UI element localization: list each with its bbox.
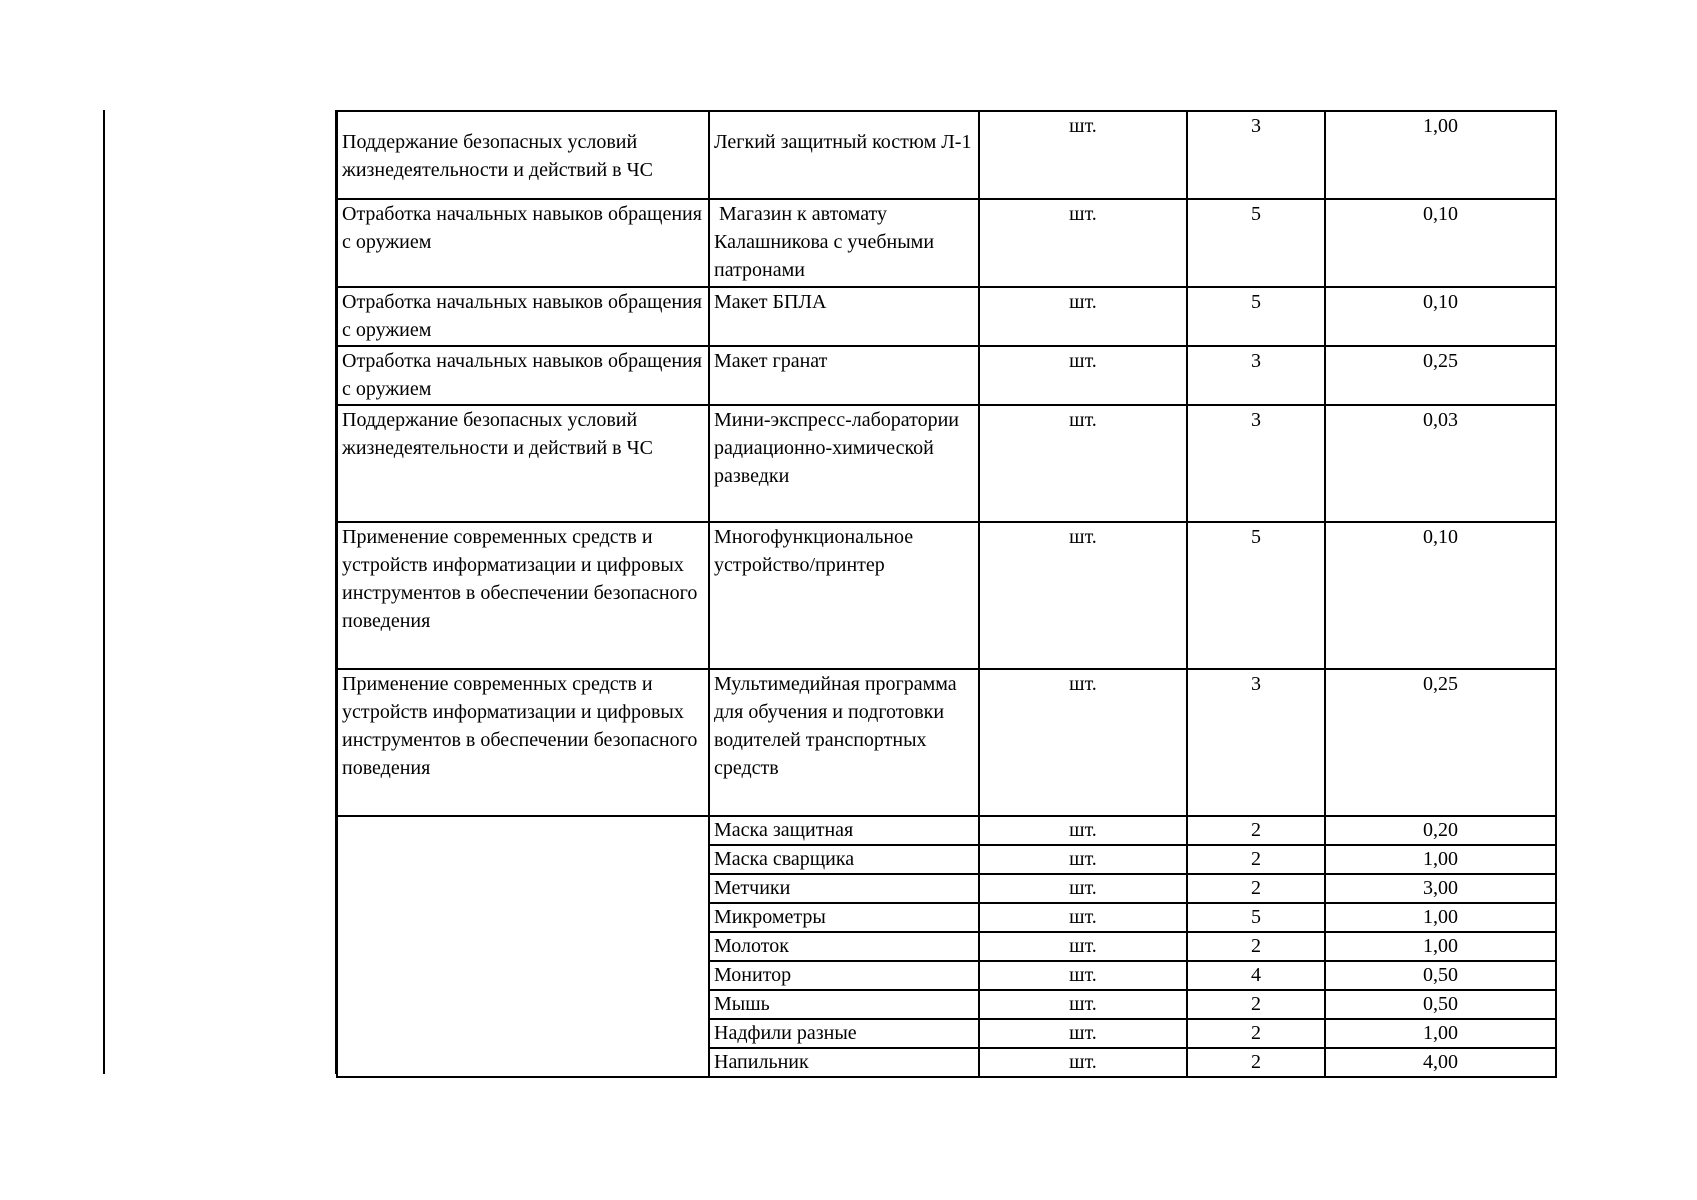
unit-cell: шт. xyxy=(979,874,1187,903)
item-name-cell: Мышь xyxy=(709,990,979,1019)
quantity-cell: 5 xyxy=(1187,522,1325,669)
service-life-cell: 0,20 xyxy=(1325,816,1556,845)
quantity-cell: 3 xyxy=(1187,405,1325,522)
unit-cell: шт. xyxy=(979,845,1187,874)
quantity-cell: 2 xyxy=(1187,1019,1325,1048)
direction-cell: Применение современных средств и устройств информатизации и цифровых инструментов в обеспечении безопасного поведения xyxy=(337,522,709,669)
direction-cell: Отработка начальных навыков обращения с оружием xyxy=(337,287,709,346)
unit-cell: шт. xyxy=(979,961,1187,990)
table-row xyxy=(337,405,1556,522)
unit-cell: шт. xyxy=(979,816,1187,845)
equipment-table xyxy=(336,110,1557,1078)
item-name-cell: Молоток xyxy=(709,932,979,961)
quantity-cell: 2 xyxy=(1187,932,1325,961)
item-name-cell: Многофункциональное устройство/принтер xyxy=(709,522,979,669)
item-name-cell: Мультимедийная программа для обучения и подготовки водителей транспортных средств xyxy=(709,669,979,816)
item-name-cell: Легкий защитный костюм Л-1 xyxy=(709,111,979,199)
direction-cell: Отработка начальных навыков обращения с оружием xyxy=(337,199,709,287)
quantity-cell: 2 xyxy=(1187,874,1325,903)
page-left-rule xyxy=(103,110,105,1074)
service-life-cell: 3,00 xyxy=(1325,874,1556,903)
item-name-cell: Надфили разные xyxy=(709,1019,979,1048)
table-row xyxy=(337,199,1556,287)
service-life-cell: 1,00 xyxy=(1325,932,1556,961)
unit-cell: шт. xyxy=(979,1019,1187,1048)
quantity-cell: 2 xyxy=(1187,816,1325,845)
item-name-cell: Напильник xyxy=(709,1048,979,1077)
quantity-cell: 3 xyxy=(1187,111,1325,199)
service-life-cell: 0,10 xyxy=(1325,287,1556,346)
unit-cell: шт. xyxy=(979,932,1187,961)
unit-cell: шт. xyxy=(979,287,1187,346)
item-name-cell: Макет гранат xyxy=(709,346,979,405)
table-row xyxy=(337,522,1556,669)
quantity-cell: 5 xyxy=(1187,903,1325,932)
direction-cell: Применение современных средств и устройств информатизации и цифровых инструментов в обеспечении безопасного поведения xyxy=(337,669,709,816)
service-life-cell: 1,00 xyxy=(1325,111,1556,199)
service-life-cell: 0,25 xyxy=(1325,346,1556,405)
service-life-cell: 1,00 xyxy=(1325,1019,1556,1048)
unit-cell: шт. xyxy=(979,1048,1187,1077)
item-name-cell: Монитор xyxy=(709,961,979,990)
service-life-cell: 0,10 xyxy=(1325,522,1556,669)
quantity-cell: 2 xyxy=(1187,845,1325,874)
direction-cell: Поддержание безопасных условий жизнедеятельности и действий в ЧС xyxy=(337,405,709,522)
item-name-cell: Маска сварщика xyxy=(709,845,979,874)
service-life-cell: 0,50 xyxy=(1325,961,1556,990)
item-name-cell: Макет БПЛА xyxy=(709,287,979,346)
service-life-cell: 0,10 xyxy=(1325,199,1556,287)
unit-cell: шт. xyxy=(979,405,1187,522)
quantity-cell: 2 xyxy=(1187,1048,1325,1077)
unit-cell: шт. xyxy=(979,903,1187,932)
quantity-cell: 5 xyxy=(1187,287,1325,346)
quantity-cell: 3 xyxy=(1187,669,1325,816)
table-row xyxy=(337,669,1556,816)
service-life-cell: 0,03 xyxy=(1325,405,1556,522)
service-life-cell: 0,50 xyxy=(1325,990,1556,1019)
item-name-cell: Маска защитная xyxy=(709,816,979,845)
item-name-cell: Магазин к автомату Калашникова с учебными патронами xyxy=(709,199,979,287)
quantity-cell: 4 xyxy=(1187,961,1325,990)
unit-cell: шт. xyxy=(979,522,1187,669)
direction-cell: Поддержание безопасных условий жизнедеятельности и действий в ЧС xyxy=(337,111,709,199)
table-row xyxy=(337,816,1556,845)
table-row xyxy=(337,111,1556,199)
unit-cell: шт. xyxy=(979,111,1187,199)
unit-cell: шт. xyxy=(979,346,1187,405)
quantity-cell: 3 xyxy=(1187,346,1325,405)
direction-cell: Отработка начальных навыков обращения с оружием xyxy=(337,346,709,405)
service-life-cell: 0,25 xyxy=(1325,669,1556,816)
service-life-cell: 1,00 xyxy=(1325,903,1556,932)
item-name-cell: Микрометры xyxy=(709,903,979,932)
table-row xyxy=(337,287,1556,346)
quantity-cell: 5 xyxy=(1187,199,1325,287)
table-left-border xyxy=(335,110,337,1074)
unit-cell: шт. xyxy=(979,990,1187,1019)
item-name-cell: Мини-экспресс-лаборатории радиационно-химической разведки xyxy=(709,405,979,522)
direction-cell-empty xyxy=(337,816,709,1077)
service-life-cell: 1,00 xyxy=(1325,845,1556,874)
unit-cell: шт. xyxy=(979,669,1187,816)
quantity-cell: 2 xyxy=(1187,990,1325,1019)
service-life-cell: 4,00 xyxy=(1325,1048,1556,1077)
table-row xyxy=(337,346,1556,405)
item-name-cell: Метчики xyxy=(709,874,979,903)
unit-cell: шт. xyxy=(979,199,1187,287)
